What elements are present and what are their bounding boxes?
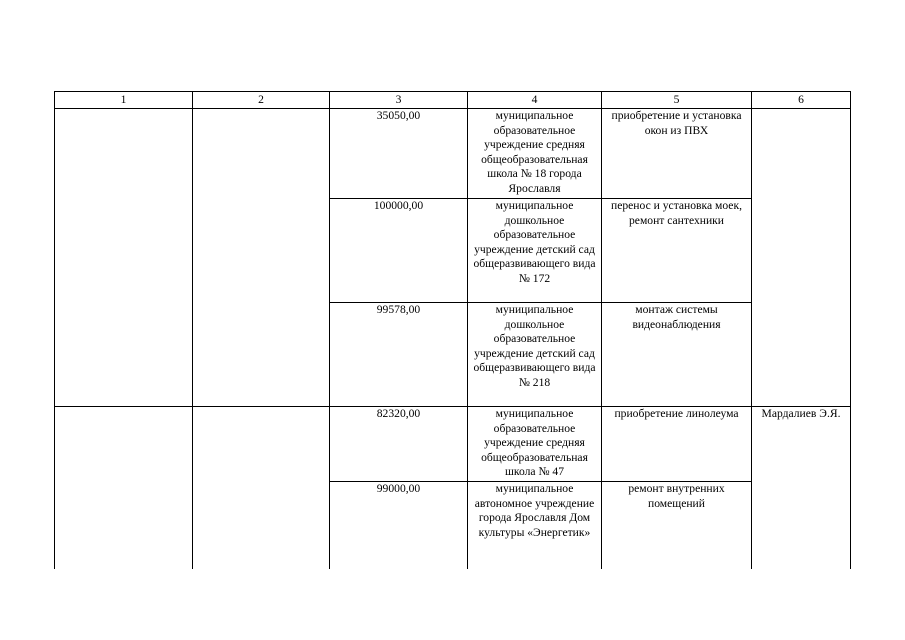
amount-cell: 99578,00 xyxy=(330,303,468,407)
amount-cell: 35050,00 xyxy=(330,109,468,199)
col2-cell xyxy=(193,109,330,407)
institution-cell: муниципальное дошкольное образовательное учреждение детский сад общеразвивающего вида № 172 xyxy=(468,199,602,303)
institution-cell: муниципальное автономное учреждение города Ярославля Дом культуры «Энергетик» xyxy=(468,482,602,570)
purpose-cell: перенос и установка моек, ремонт сантехники xyxy=(602,199,752,303)
column-header: 1 xyxy=(55,92,193,109)
purpose-cell: приобретение линолеума xyxy=(602,407,752,482)
table-header-row xyxy=(55,92,851,109)
table-row xyxy=(55,407,851,482)
column-header: 5 xyxy=(602,92,752,109)
institution-cell: муниципальное образовательное учреждение средняя общеобразовательная школа № 18 города Ярославля xyxy=(468,109,602,199)
col1-cell xyxy=(55,109,193,407)
col2-cell xyxy=(193,407,330,570)
col1-cell xyxy=(55,407,193,570)
institution-cell: муниципальное образовательное учреждение средняя общеобразовательная школа № 47 xyxy=(468,407,602,482)
person-cell: Мардалиев Э.Я. xyxy=(752,407,851,570)
amount-cell: 99000,00 xyxy=(330,482,468,570)
purpose-cell: приобретение и установка окон из ПВХ xyxy=(602,109,752,199)
table-row xyxy=(55,109,851,199)
person-cell xyxy=(752,109,851,407)
purpose-cell: монтаж системы видеонаблюдения xyxy=(602,303,752,407)
column-header: 6 xyxy=(752,92,851,109)
funding-table xyxy=(54,91,851,569)
column-header: 3 xyxy=(330,92,468,109)
column-header: 4 xyxy=(468,92,602,109)
institution-cell: муниципальное дошкольное образовательное учреждение детский сад общеразвивающего вида № 218 xyxy=(468,303,602,407)
amount-cell: 100000,00 xyxy=(330,199,468,303)
column-header: 2 xyxy=(193,92,330,109)
amount-cell: 82320,00 xyxy=(330,407,468,482)
purpose-cell: ремонт внутренних помещений xyxy=(602,482,752,570)
